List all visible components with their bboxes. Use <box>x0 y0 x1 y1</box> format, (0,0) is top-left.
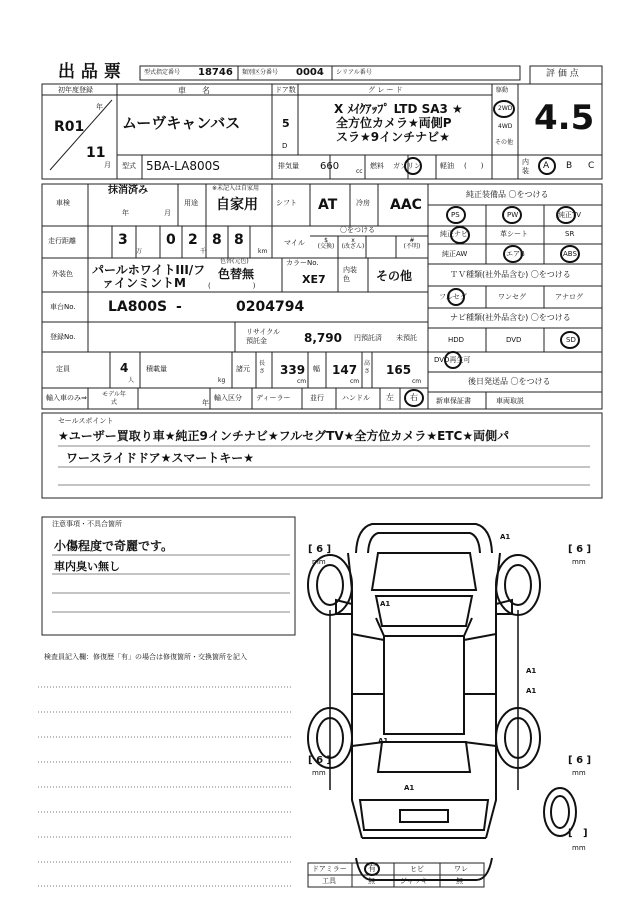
door-mirror-value: 有 <box>368 864 376 873</box>
car-name-label: 車 名 <box>178 86 210 95</box>
damage-mark: A1 <box>380 600 391 608</box>
notes-line-1: 小傷程度で奇麗です。 <box>54 539 174 553</box>
equip-airbag-circle-mark <box>503 245 523 263</box>
equip-ps-circle-mark <box>446 206 466 224</box>
tv-full-seg: フルセグ <box>439 293 467 301</box>
tire-mm-unit: mm <box>312 769 326 777</box>
dvd-playable: DVD再生可 <box>434 356 471 364</box>
equip-tv: 純正TV <box>558 211 582 219</box>
notes-line-2: 車内臭い無し <box>54 560 120 573</box>
doors-value: 5 <box>282 117 290 130</box>
ac-value: AAC <box>390 197 422 213</box>
equip-navi: 純正ナビ <box>440 230 468 238</box>
fuel-paren: ( ) <box>464 162 484 170</box>
first-reg-month-unit: 月 <box>104 161 111 169</box>
navi-sd-circle-mark <box>560 331 580 349</box>
tools-label: 工具 <box>322 877 336 885</box>
first-reg-year: R01 <box>54 119 85 135</box>
tire-depth-front-left-text: [ 6 ] <box>308 544 332 555</box>
chip-label: ワレ <box>454 865 468 873</box>
meter-opt-exchange: $ (交換) <box>317 237 335 250</box>
displacement-label: 排気量 <box>278 162 299 170</box>
meter-opt-tampered: x (改ざん) <box>341 237 365 250</box>
model-value: 5BA-LA800S <box>146 159 220 173</box>
crack-label: ヒビ <box>410 865 424 873</box>
drive-opt-other: その他 <box>495 139 514 146</box>
interior-a-circle-mark <box>538 157 556 175</box>
mileage-digit-3: 2 <box>188 232 198 248</box>
inspection-label: 車検 <box>56 199 70 207</box>
equip-ps: PS <box>451 211 460 219</box>
later-warranty: 新車保証書 <box>436 397 471 405</box>
exterior-color-label: 外装色 <box>52 270 73 278</box>
tire-mm-unit: mm <box>312 558 326 566</box>
reg-no-label: 登録No. <box>50 333 76 341</box>
class-label: 類別区分番号 <box>242 69 279 76</box>
width-value: 147 <box>332 363 358 377</box>
shift-label: シフト <box>276 199 297 207</box>
interior-grade-a: A <box>543 161 550 171</box>
class-no: 0004 <box>296 67 324 78</box>
import-only-label: 輸入車のみ⇒ <box>46 394 87 402</box>
sales-point-label: セールスポイント <box>58 417 114 425</box>
fuel-label: 燃料 <box>370 162 384 170</box>
car-name: ムーヴキャンバス <box>122 114 241 132</box>
grade-label: グ レ ー ド <box>368 86 403 94</box>
first-reg-label: 初年度登録 <box>58 86 93 94</box>
mileage-digit-1: 3 <box>118 232 128 248</box>
grade-line-1: X ﾒｲｸｱｯﾌﾟ LTD SA3 ★ <box>334 102 463 116</box>
usage-value: 自家用 <box>216 197 258 213</box>
grade-line-2: 全方位カメラ★両側P <box>336 116 452 130</box>
color-change-paren: ( ) <box>208 282 256 290</box>
drive-2wd-circle-mark <box>493 100 515 118</box>
length-label: 長さ <box>259 360 266 375</box>
usage-label: 用途 <box>184 199 198 207</box>
navi-dvd: DVD <box>506 336 522 344</box>
jack-label: ジャッキ <box>400 877 428 885</box>
navi-sd: SD <box>566 336 576 344</box>
inspector-label: 検査員記入欄：修復歴「有」の場合は修復箇所・交換箇所を記入 <box>44 653 247 661</box>
usage-note: ※未記入は自家用 <box>212 185 260 192</box>
interior-grade-label: 内装 <box>522 158 529 175</box>
model-cert-label: 型式指定番号 <box>144 69 181 76</box>
color-change-value: 色替無 <box>218 267 255 281</box>
equip-tv-circle-mark <box>556 206 576 224</box>
serial-label: シリアル番号 <box>336 69 372 76</box>
model-cert-no: 18746 <box>198 67 233 78</box>
rating-label: 評 価 点 <box>546 69 579 79</box>
width-label: 幅 <box>313 365 320 373</box>
tire-depth-rear-right-text: [ 6 ] <box>568 755 592 766</box>
inspection-year-unit: 年 <box>122 209 129 217</box>
import-opt-parallel: 並行 <box>310 394 324 402</box>
fuel-gasoline: ガソリン <box>393 162 421 170</box>
equip-airbag: エアB <box>506 250 525 258</box>
model-label: 型式 <box>122 162 136 170</box>
rating-value: 4.5 <box>534 98 595 138</box>
first-reg-year-unit: 年 <box>96 103 103 111</box>
door-mirror-label: ドアミラー <box>312 865 347 873</box>
load-unit: kg <box>218 377 226 384</box>
equip-aw: 純正AW <box>442 250 468 258</box>
tv-analog: アナログ <box>555 293 583 301</box>
recycle-unpaid: 未預託 <box>396 334 417 342</box>
equip-abs-circle-mark <box>560 245 580 263</box>
steering-right-circle-mark <box>404 389 424 407</box>
mileage-label: 走行距離 <box>48 237 76 245</box>
recycle-unit: 円預託済 <box>354 334 382 342</box>
exterior-color-line-1: パールホワイトIII/フ <box>92 263 206 277</box>
drive-label: 駆動 <box>496 87 509 94</box>
height-label: 高さ <box>364 360 371 375</box>
interior-color-value: その他 <box>376 269 413 283</box>
sales-point-line-1: ★ユーザー買取り車★純正9インチナビ★フルセグTV★全方位カメラ★ETC★両側パ <box>58 429 510 443</box>
damage-mark: A1 <box>404 784 415 792</box>
mileage-man-unit: 万 <box>136 248 143 255</box>
navi-hdd: HDD <box>448 336 465 344</box>
import-class-label: 輸入区分 <box>214 394 242 402</box>
tire-mm-unit: mm <box>572 558 586 566</box>
damage-mark: A1 <box>378 737 389 745</box>
damage-mark: A1 <box>526 667 537 675</box>
shift-value: AT <box>318 197 338 213</box>
inspection-value: 抹消済み <box>108 185 148 196</box>
equip-sr: SR <box>565 230 575 238</box>
capacity-unit: 人 <box>128 377 135 384</box>
model-year-label: モデル年式 <box>102 391 126 406</box>
first-reg-month: 11 <box>86 145 106 161</box>
grade-line-3: スラ★9インチナビ★ <box>336 130 450 144</box>
chassis-label: 車台No. <box>50 303 76 311</box>
damage-mark: A1 <box>500 533 511 541</box>
tire-depth-front-right-text: [ 6 ] <box>568 544 592 555</box>
interior-color-label: 内装色 <box>343 266 357 283</box>
color-change-label: 色替(元色) <box>220 258 249 265</box>
chassis-dash: - <box>176 299 182 315</box>
doors-suffix: D <box>282 142 288 150</box>
tv-full-seg-circle-mark <box>447 288 465 306</box>
tire-mm-unit: mm <box>572 769 586 777</box>
meter-opt-unknown: # (不明) <box>403 237 421 250</box>
load-label: 積載量 <box>146 365 167 373</box>
mileage-digit-4: 8 <box>212 232 222 248</box>
door-mirror-circle-mark <box>364 862 380 876</box>
capacity-value: 4 <box>120 361 129 375</box>
later-manual: 車両取説 <box>496 397 524 405</box>
chassis-model: LA800S <box>108 299 168 315</box>
form-title: 出 品 票 <box>58 62 121 82</box>
mileage-km-unit: km <box>258 248 268 255</box>
tv-one-seg: ワンセグ <box>498 293 526 301</box>
spare-tire-bracket: [ ] <box>568 828 588 839</box>
inspection-month-unit: 月 <box>164 209 171 217</box>
equip-leather: 革シート <box>500 230 528 238</box>
import-opt-dealer: ディーラー <box>256 394 291 402</box>
tools-value: 無 <box>368 877 375 885</box>
exterior-color-line-2: ァインミントM <box>102 276 186 290</box>
tire-depth-rear-left-text: [ 6 ] <box>308 755 332 766</box>
color-no-label: カラーNo. <box>286 259 319 267</box>
fuel-gas-circle-mark <box>404 157 422 175</box>
steering-label: ハンドル <box>342 394 370 402</box>
steering-left: 左 <box>386 393 394 402</box>
mile-label: マイル <box>284 239 305 247</box>
drive-opt-4wd: 4WD <box>498 123 513 130</box>
sales-point-line-2: ワースライドドア★スマートキー★ <box>66 451 254 465</box>
navi-type-title: ナビ種類(社外品含む) 〇をつける <box>450 313 571 322</box>
recycle-label: リサイクル預託金 <box>246 328 281 345</box>
length-unit: cm <box>297 378 307 385</box>
capacity-label: 定員 <box>56 365 70 373</box>
ac-label: 冷房 <box>356 199 370 207</box>
equip-pw: PW <box>507 211 519 219</box>
equip-navi-circle-mark <box>450 226 470 244</box>
color-no-value: XE7 <box>302 273 326 286</box>
notes-label: 注意事項・不具合箇所 <box>52 520 122 528</box>
recycle-value: 8,790 <box>304 331 342 345</box>
fuel-diesel: 軽油 <box>440 162 454 170</box>
dvd-circle-mark <box>444 351 462 369</box>
interior-grade-c: C <box>588 161 595 171</box>
tire-mm-unit: mm <box>572 844 586 852</box>
doors-label: ドア数 <box>275 86 296 94</box>
drive-opt-2wd: 2WD <box>498 105 513 112</box>
mileage-digit-5: 8 <box>234 232 244 248</box>
steering-right: 右 <box>410 393 418 402</box>
mileage-digit-2: 0 <box>166 232 176 248</box>
chassis-no: 0204794 <box>236 299 305 315</box>
length-value: 339 <box>280 363 306 377</box>
equip-pw-circle-mark <box>502 206 522 224</box>
genuine-title: 純正装備品 〇をつける <box>466 190 549 199</box>
meter-circle-note: 〇をつける <box>340 226 375 234</box>
jack-value: 無 <box>456 877 463 885</box>
later-ship-title: 後日発送品 〇をつける <box>468 377 551 386</box>
mileage-sen-unit: 千 <box>200 248 207 255</box>
height-unit: cm <box>412 378 422 385</box>
tv-type-title: ＴＶ種類(社外品含む) 〇をつける <box>450 270 571 279</box>
damage-mark: A1 <box>526 687 537 695</box>
height-value: 165 <box>386 363 412 377</box>
displacement-unit: cc <box>356 168 363 175</box>
interior-grade-b: B <box>566 161 573 171</box>
equip-abs: ABS <box>563 250 577 258</box>
model-year-unit: 年 <box>202 399 209 407</box>
dims-label: 諸元 <box>236 365 250 373</box>
width-unit: cm <box>350 378 360 385</box>
displacement-value: 660 <box>320 161 340 172</box>
